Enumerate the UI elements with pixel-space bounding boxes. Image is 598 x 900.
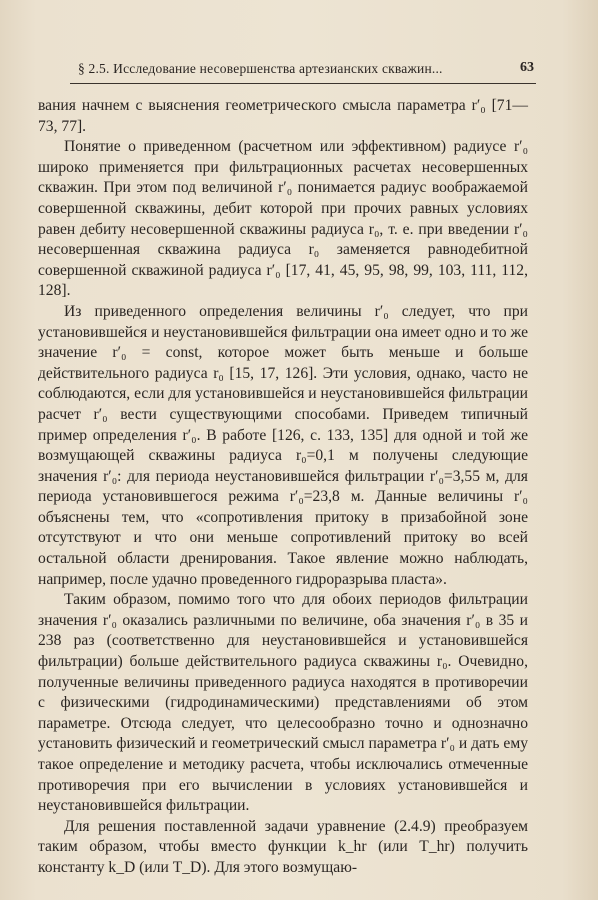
section-title: § 2.5. Исследование несовершенства артезианских скважин...	[78, 61, 443, 76]
page-number: 63	[520, 60, 534, 75]
paragraph: Из приведенного определения величины r′₀ следует, что при установившейся и неустановившейся фильтрации она имеет одно и то же значение r′₀ = const, которое может быть меньше и больше действительного радиуса r₀ [15, 17, 126]. Эти условия, однако, часто не соблюдаются, если для установившейся и неустановившейся фильтрации расчет r′₀ вести существующими способами. Приведем типичный пример определения r′₀. В работе [126, с. 133, 135] для одной и той же возмущающей скважины радиуса r₀=0,1 м получены следующие значения r′₀: для периода неустановившейся фильтрации r′₀=3,55 м, для периода установившегося режима r′₀=23,8 м. Данные величины r′₀ объяснены тем, что «сопротивления притоку в призабойной зоне отсутствуют и что они меньше сопротивлений притоку во всей остальной области дренирования. Такое явление можно наблюдать, например, после удачно проведенного гидроразрыва пласта».	[38, 302, 529, 588]
running-header	[70, 55, 536, 84]
body-text	[38, 96, 528, 879]
paragraph: Понятие о приведенном (расчетном или эффективном) радиусе r′₀ широко применяется при фильтрационных расчетах несовершенных скважин. При этом под величиной r′₀ понимается радиус воображаемой совершенной скважины, дебит которой при прочих равных условиях равен дебиту несовершенной скважины радиуса r₀, т. е. при введении r′₀ несовершенная скважина радиуса r₀ заменяется равнодебитной совершенной скважиной радиуса r′₀ [17, 41, 45, 95, 98, 99, 103, 111, 112, 128].	[38, 138, 528, 300]
paragraph: Для решения поставленной задачи уравнение (2.4.9) преобразуем таким образом, чтобы вместо функции k_hr (или T_hr) получить константу k_D (или T_D). Для этого возмущаю-	[38, 817, 528, 876]
paragraph-continuation: вания начнем с выяснения геометрического смысла параметра r′₀ [71—73, 77].	[38, 97, 528, 135]
paragraph: Таким образом, помимо того что для обоих периодов фильтрации значения r′₀ оказались различными по величине, оба значения r′₀ в 35 и 238 раз (соответственно для неустановившейся и установившейся фильтрации) больше действительного радиуса скважины r₀. Очевидно, полученные величины приведенного радиуса находятся в противоречии с физическими (гидродинамическими) представлениями об этом параметре. Отсюда следует, что целесообразно точно и однозначно установить физический и геометрический смысл параметра r′₀ и дать ему такое определение и методику расчета, чтобы исключались отмеченные противоречия при его вычислении в условиях установившейся и неустановившейся фильтрации.	[38, 591, 528, 815]
